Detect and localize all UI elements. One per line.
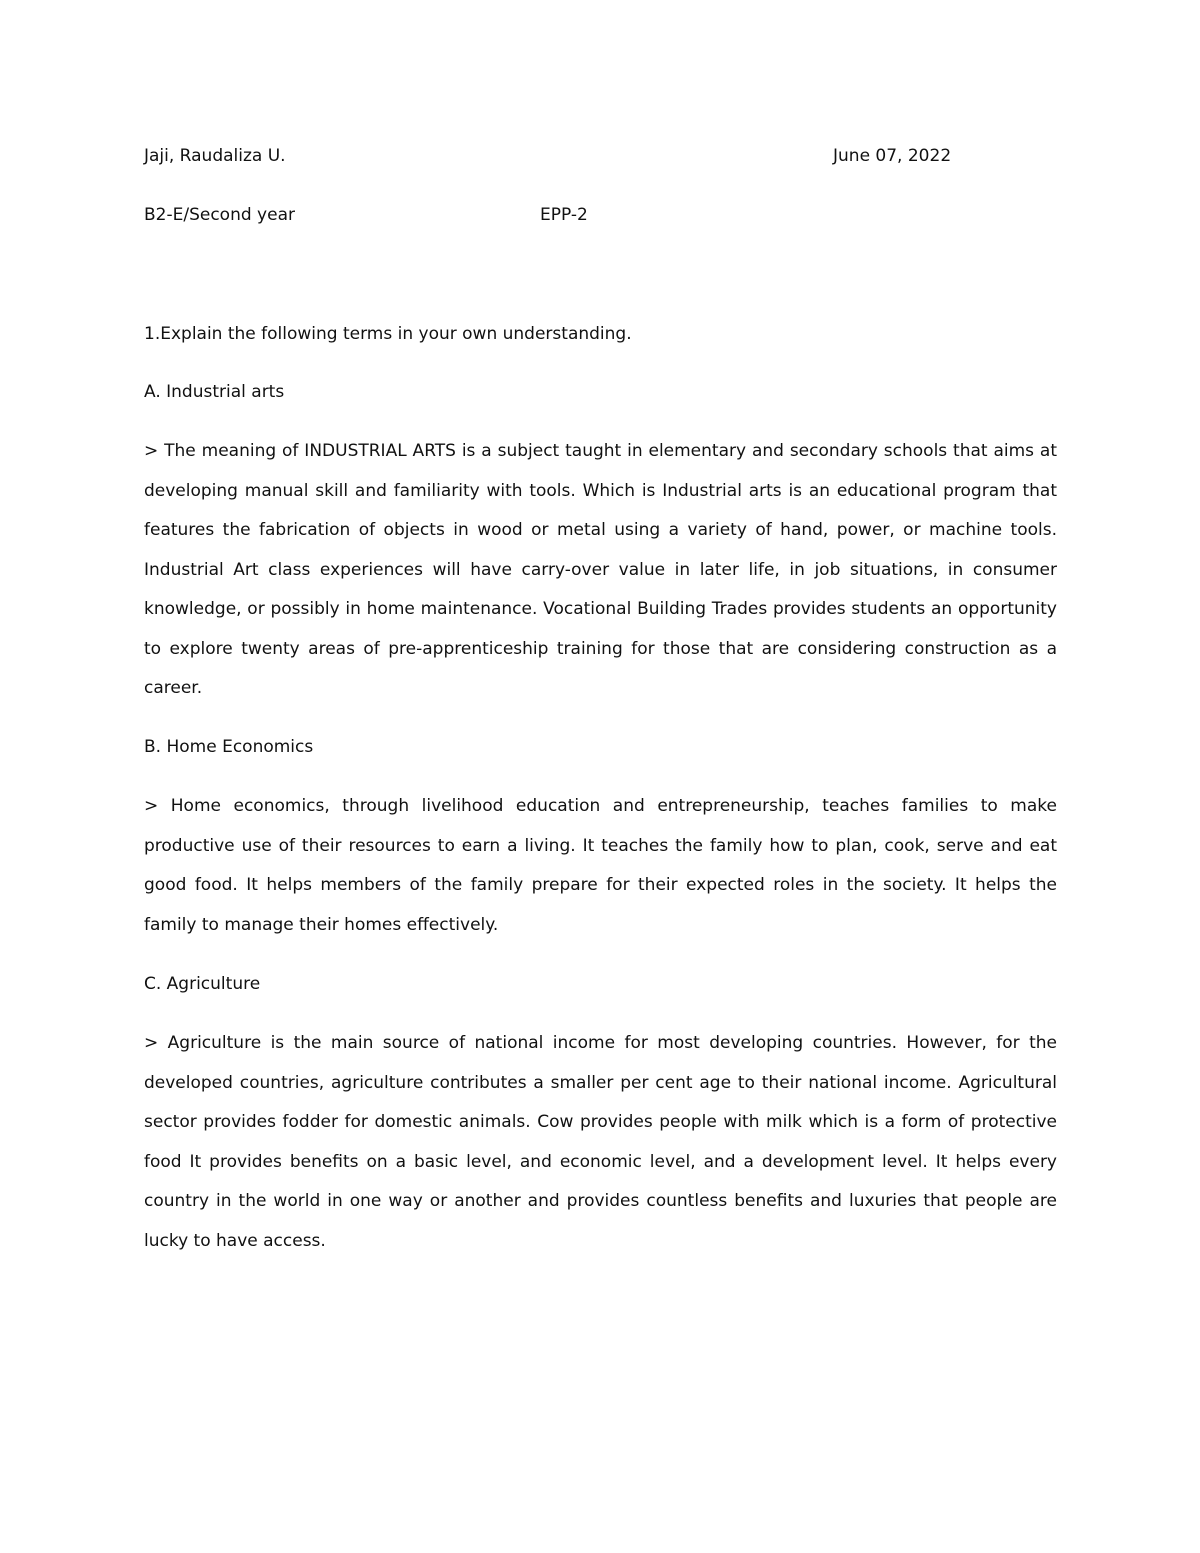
question-prompt: 1.Explain the following terms in your own understanding. <box>144 324 632 344</box>
student-name: Jaji, Raudaliza U. <box>144 146 286 166</box>
answer-agriculture: > Agriculture is the main source of national income for most developing countries. However, for the developed countries, agriculture contributes a smaller per cent age to their national income. Agricultural sector provides fodder for domestic animals. Cow provides people with milk which is a form of protective food It provides benefits on a basic level, and economic level, and a development level. It helps every country in the world in one way or another and provides countless benefits and luxuries that people are lucky to have access. <box>144 1033 1057 1251</box>
section-heading-agriculture: C. Agriculture <box>144 974 261 994</box>
section-heading-home-economics: B. Home Economics <box>144 737 314 757</box>
subject-code: EPP-2 <box>540 205 588 225</box>
class-section: B2-E/Second year <box>144 205 295 225</box>
section-heading-industrial-arts: A. Industrial arts <box>144 382 285 402</box>
document-date: June 07, 2022 <box>833 146 952 166</box>
answer-home-economics: > Home economics, through livelihood education and entrepreneurship, teaches families to make productive use of their resources to earn a living. It teaches the family how to plan, cook, serve and eat good food. It helps members of the family prepare for their expected roles in the society. It helps the family to manage their homes effectively. <box>144 796 1057 935</box>
answer-industrial-arts: > The meaning of INDUSTRIAL ARTS is a subject taught in elementary and secondary schools that aims at developing manual skill and familiarity with tools. Which is Industrial arts is an educational program that features the fabrication of objects in wood or metal using a variety of hand, power, or machine tools. Industrial Art class experiences will have carry-over value in later life, in job situations, in consumer knowledge, or possibly in home maintenance. Vocational Building Trades provides students an opportunity to explore twenty areas of pre-apprenticeship training for those that are considering construction as a career. <box>144 441 1057 698</box>
